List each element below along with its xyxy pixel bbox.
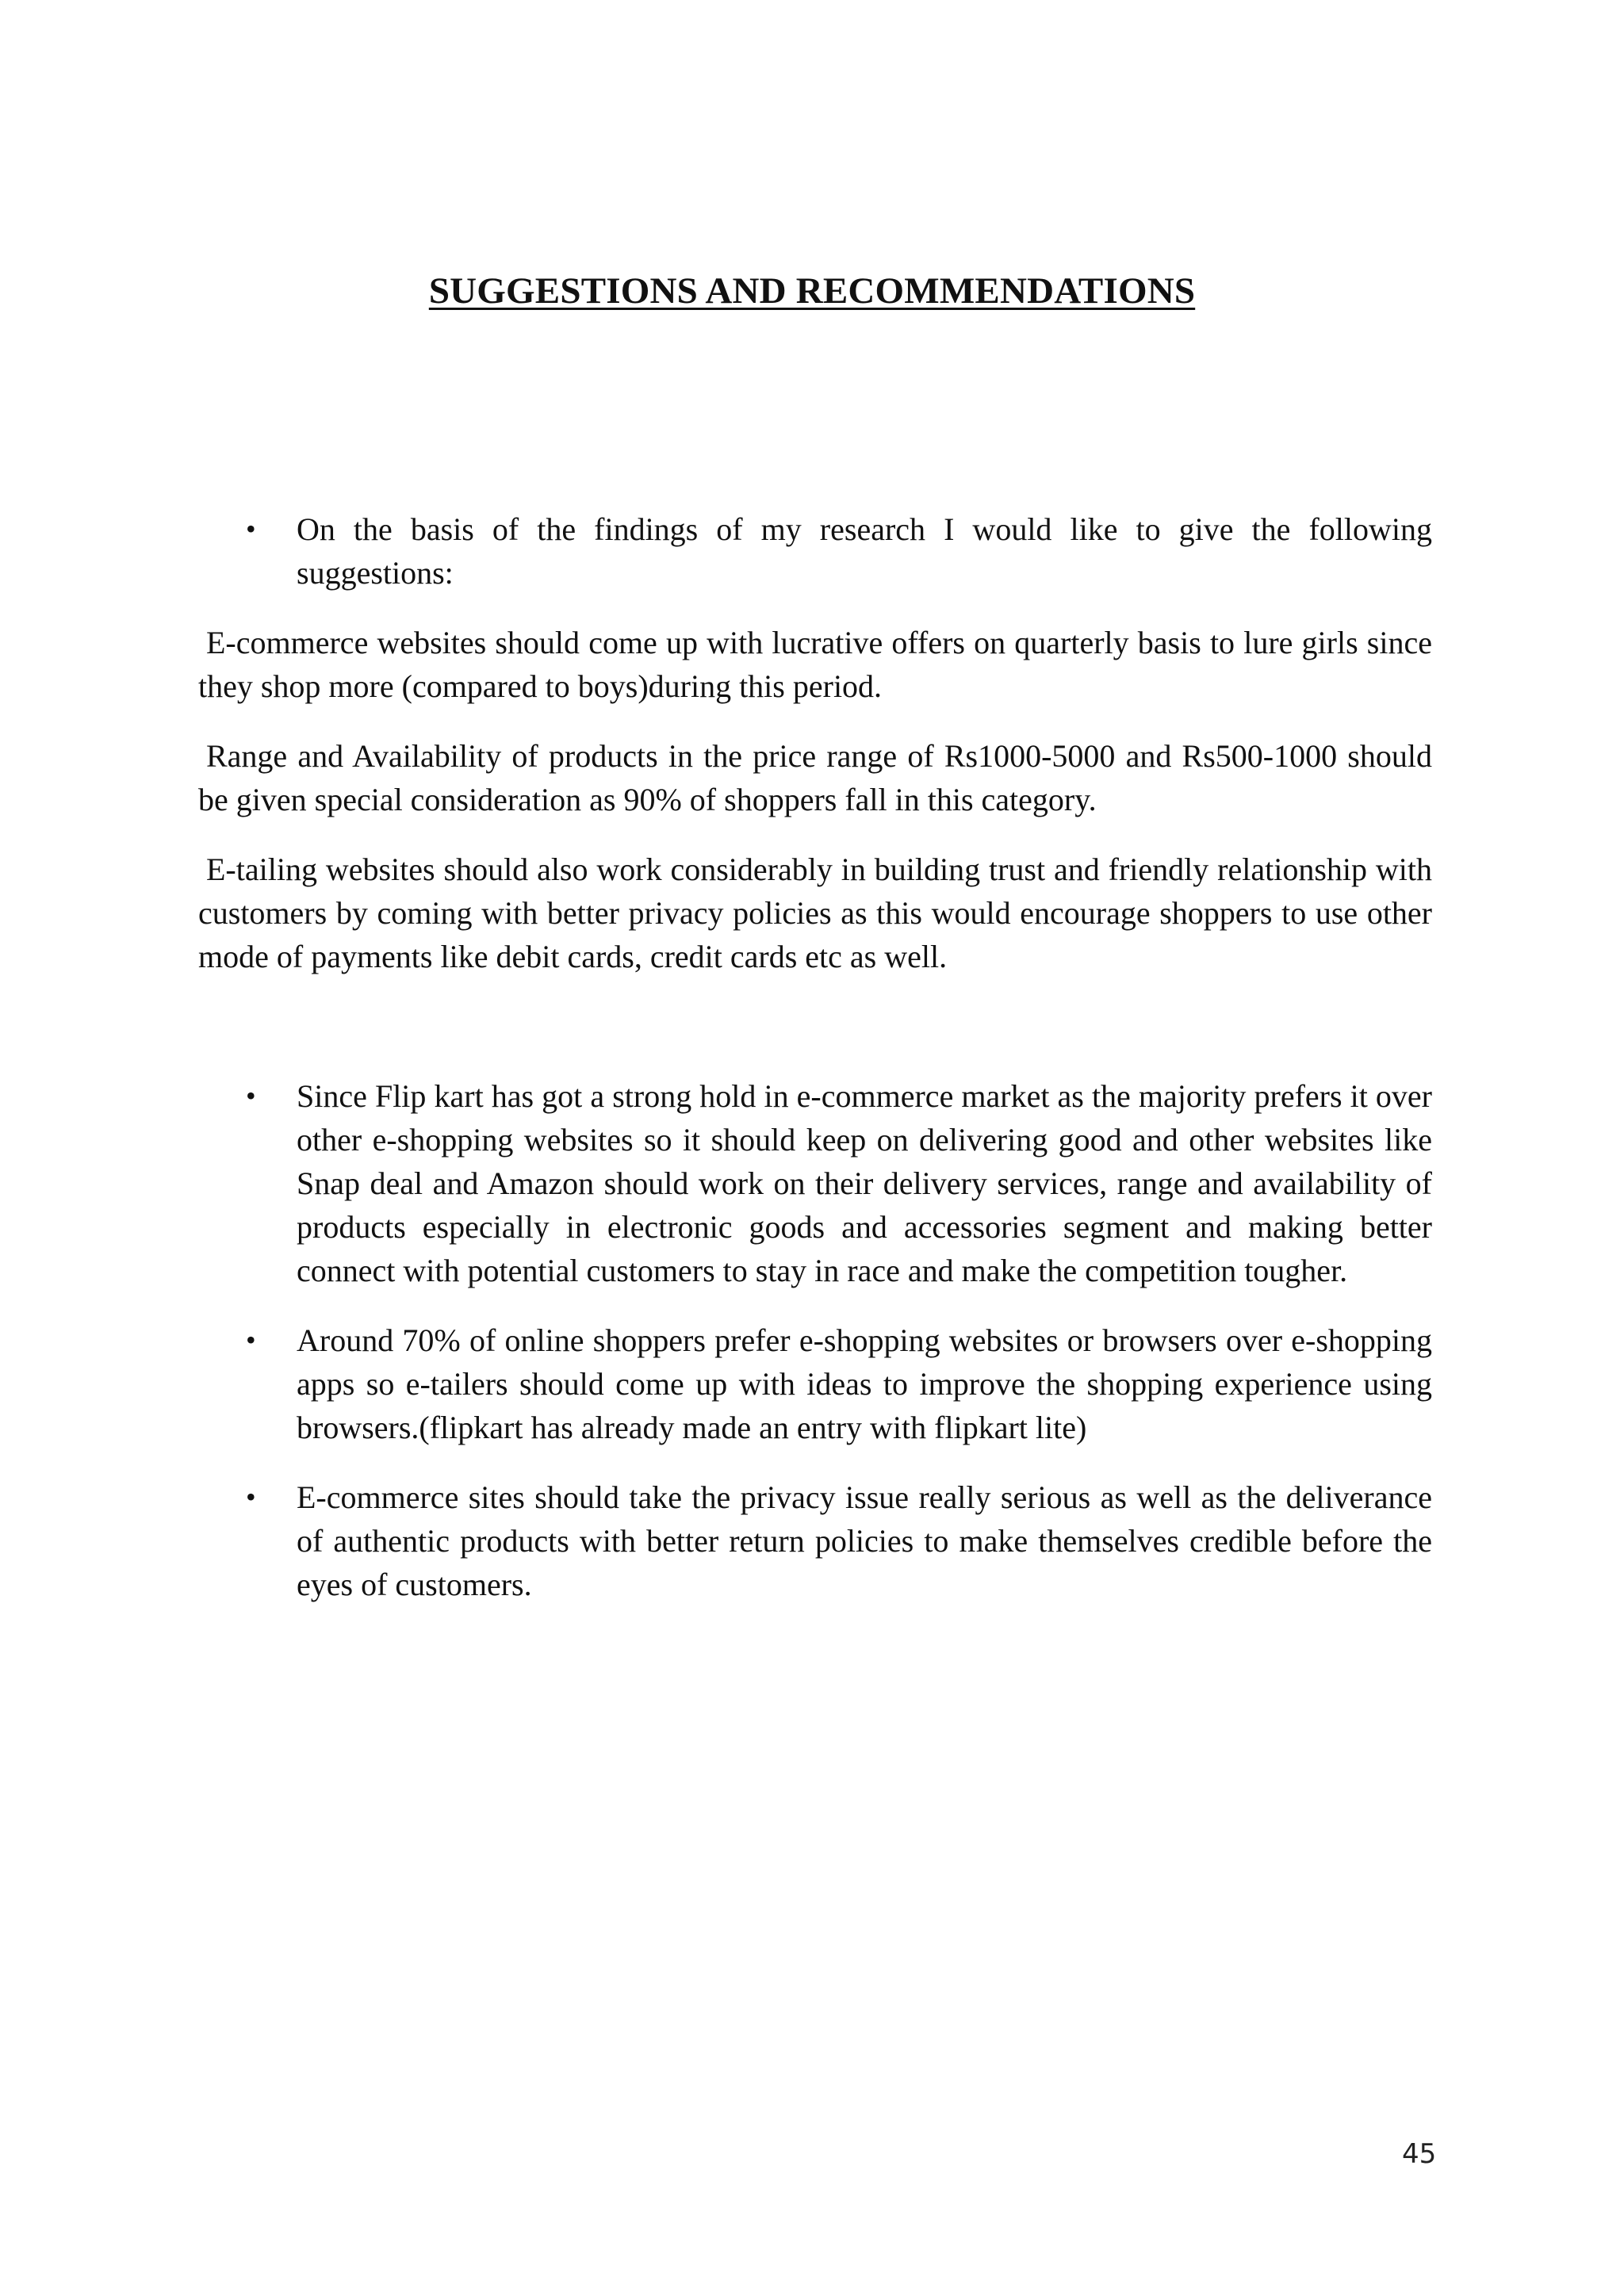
intro-bullet-text: On the basis of the findings of my research I would like to give the following suggestions: — [297, 511, 1432, 591]
page-number: 45 — [1402, 2138, 1437, 2170]
bullet-icon: • — [246, 513, 256, 545]
recommendation-bullet-privacy — [198, 1475, 1432, 1606]
bullet-icon: • — [246, 1481, 256, 1513]
recommendation-text: Around 70% of online shoppers prefer e-shopping websites or browsers over e-shopping apps so e-tailers should come up with ideas to improve the shopping experience using browsers.(flipkart has already made an entry with flipkart lite) — [297, 1322, 1432, 1445]
recommendation-text: Since Flip kart has got a strong hold in e-commerce market as the majority prefers it over other e-shopping websites so it should keep on delivering good and other websites like Snap deal and Amazon should work on their delivery services, range and availability of products especially in electronic goods and accessories segment and making better connect with potential customers to stay in race and make the competition tougher. — [297, 1078, 1432, 1288]
section-spacer — [198, 1004, 1432, 1074]
recommendation-text: E-commerce sites should take the privacy issue really serious as well as the deliverance of authentic products with better return policies to make themselves credible before the eyes of customers. — [297, 1479, 1432, 1602]
suggestion-paragraph-offers: E-commerce websites should come up with lucrative offers on quarterly basis to lure girls since they shop more (compared to boys)during this period. — [198, 625, 1432, 704]
bullet-icon: • — [246, 1324, 256, 1356]
suggestion-paragraph-price-range: Range and Availability of products in the price range of Rs1000-5000 and Rs500-1000 should be given special consideration as 90% of shoppers fall in this category. — [198, 738, 1432, 817]
intro-bullet-item — [198, 507, 1432, 595]
recommendation-bullet-browsers — [198, 1318, 1432, 1449]
recommendation-bullet-flipkart — [198, 1074, 1432, 1292]
bullet-icon: • — [246, 1080, 256, 1112]
suggestion-paragraph-trust: E-tailing websites should also work considerably in building trust and friendly relationship with customers by coming with better privacy policies as this would encourage shoppers to use other mode of payments like debit cards, credit cards etc as well. — [198, 851, 1432, 974]
page-content — [198, 507, 1432, 1632]
page-title: SUGGESTIONS AND RECOMMENDATIONS — [428, 270, 1196, 312]
